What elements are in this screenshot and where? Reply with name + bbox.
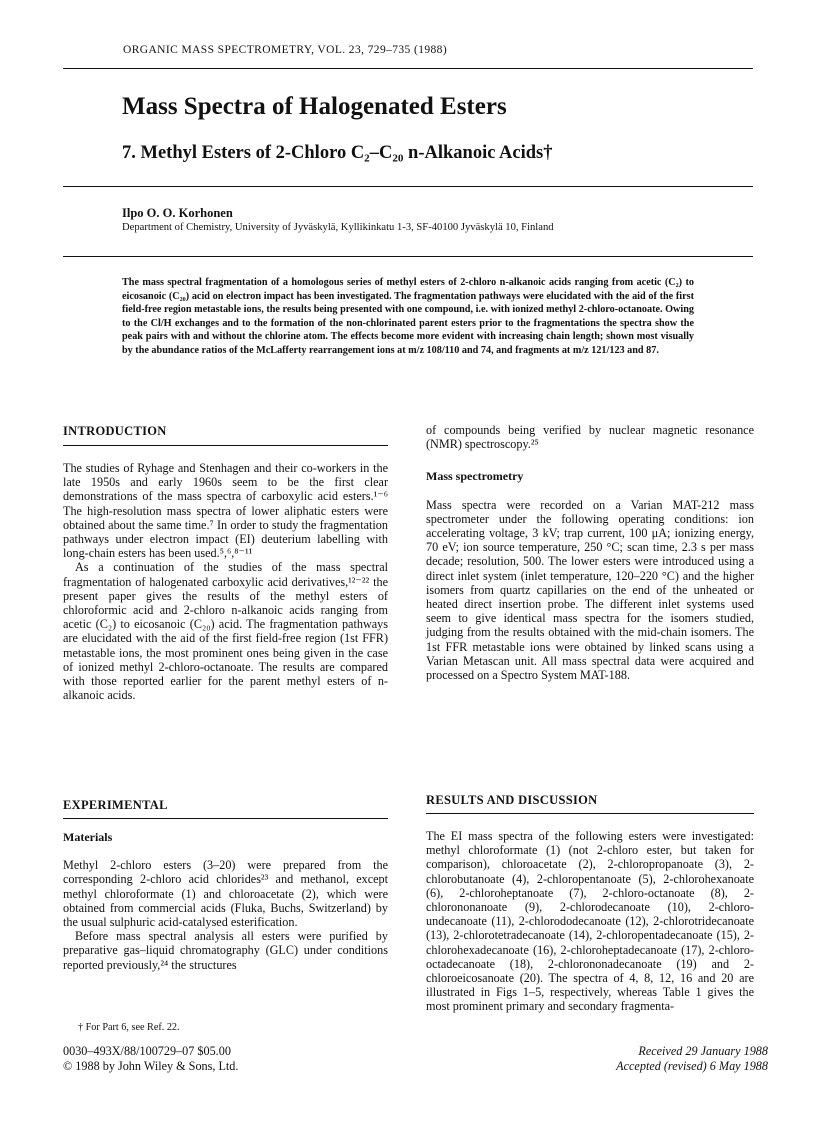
received-date: Received 29 January 1988 bbox=[638, 1044, 768, 1058]
results-heading-block bbox=[426, 793, 754, 807]
article-dates bbox=[560, 1044, 768, 1074]
section-heading-experimental: EXPERIMENTAL bbox=[63, 798, 168, 812]
accepted-date: Accepted (revised) 6 May 1988 bbox=[616, 1059, 768, 1073]
author-affiliation: Department of Chemistry, University of Jyväskylä, Kyllikinkatu 1-3, SF-40100 Jyväskylä 10, Finland bbox=[122, 222, 554, 233]
section-heading-results: RESULTS AND DISCUSSION bbox=[426, 793, 598, 807]
experimental-heading-block bbox=[63, 798, 388, 812]
mass-spectrometry-paragraph: Mass spectra were recorded on a Varian MAT-212 mass spectrometer under the following operating conditions: ion accelerating voltage, 3 kV; trap current, 100 μA; ionizing energy, 70 eV; ion source temperature, 250 °C; scan time, 2.3 s per mass decade; resolution, 500. The lower esters were introduced using a direct inlet system (inlet temperature, 120–220 °C) and the higher isomers from quartz capillaries on the end of the unheated or heated direct insertion probe. The different inlet systems used seem to give identical mass spectra for the isomers studied, judging from the results obtained with the mid-chain isomers. The 1st FFR metastable ions were obtained by linked scans using a Varian Metascan unit. All mass spectral data were acquired and processed on a Spectro System MAT-188. bbox=[426, 497, 754, 683]
continued-paragraph: of compounds being verified by nuclear magnetic resonance (NMR) spectroscopy.²⁵ bbox=[426, 423, 754, 452]
abstract: The mass spectral fragmentation of a homologous series of methyl esters of 2-chloro n-alkanoic acids ranging from acetic (C₂) to eicosanoic (C₂₀) acid on electron impact has been investigated. The fragmentation pathways were elucidated with the aid of the first field-free region metastable ions, the results being presented with one compound, i.e. with ionized methyl 2-chloro-octanoate. Owing to the Cl/H exchanges and to the formation of the non-chlorinated parent esters prior to the fragmentations the spectra show the peak pairs with and without the chlorine atom. The effects become more evident with increasing chain length; shown most visually by the abundance ratios of the McLafferty rearrangement ions at m/z 108/110 and 74, and fragments at m/z 121/123 and 87. bbox=[122, 277, 694, 356]
right-column-top bbox=[426, 423, 754, 682]
article-code: 0030–493X/88/100729–07 $05.00 bbox=[63, 1044, 231, 1058]
abstract-top-rule bbox=[63, 256, 753, 257]
materials-heading: Materials bbox=[63, 830, 113, 844]
introduction-body bbox=[63, 461, 388, 702]
copyright: © 1988 by John Wiley & Sons, Ltd. bbox=[63, 1059, 239, 1073]
experimental-body bbox=[63, 830, 388, 972]
intro-paragraph-2: As a continuation of the studies of the mass spectral fragmentation of halogenated carboxylic acid derivatives,¹²⁻²² the present paper gives the results of the methyl esters of chloroformic acid and 2-chloro n-alkanoic acids ranging from acetic (C₂) to eicosanoic (C₂₀) acid. The fragmentation pathways are elucidated with the aid of the first field-free region (1st FFR) metastable ions, the most prominent ones being given in the case of ionized methyl 2-chloro-octanoate. The results are compared with those reported earlier for the parent methyl esters of n-alkanoic acids. bbox=[63, 560, 388, 703]
section-heading-introduction: INTRODUCTION bbox=[63, 424, 167, 438]
mass-spectrometry-heading: Mass spectrometry bbox=[426, 469, 524, 484]
results-rule bbox=[426, 813, 754, 814]
materials-paragraph-1: Methyl 2-chloro esters (3–20) were prepared from the corresponding 2-chloro acid chlorides²³ and methanol, except methyl chloroformate (1) and chloroacetate (2), which were obtained from commercial acids (Fluka, Buchs, Switzerland) by the usual sulphuric acid-catalysed esterification. bbox=[63, 858, 388, 930]
article-subtitle: 7. Methyl Esters of 2-Chloro C₂–C₂₀ n-Alkanoic Acids† bbox=[122, 143, 553, 163]
journal-header: ORGANIC MASS SPECTROMETRY, VOL. 23, 729–735 (1988) bbox=[123, 44, 448, 56]
results-body bbox=[426, 829, 754, 1014]
header-rule bbox=[63, 68, 753, 69]
article-title: Mass Spectra of Halogenated Esters bbox=[122, 93, 507, 120]
author-name: Ilpo O. O. Korhonen bbox=[122, 206, 233, 220]
introduction-rule bbox=[63, 445, 388, 446]
intro-paragraph-1: The studies of Ryhage and Stenhagen and their co-workers in the late 1950s and early 1960s seem to be the first clear demonstrations of the mass spectra of carboxylic acid esters.¹⁻⁶ The high-resolution mass spectra of lower aliphatic esters were obtained about the same time.⁷ In order to study the fragmentation pathways under electron impact (EI) deuterium labelling with long-chain esters has been used.⁵,⁶,⁸⁻¹¹ bbox=[63, 461, 388, 561]
experimental-rule bbox=[63, 818, 388, 819]
article-identifiers bbox=[63, 1044, 238, 1074]
introduction-heading-block bbox=[63, 424, 388, 438]
title-rule bbox=[63, 186, 753, 187]
footnote: † For Part 6, see Ref. 22. bbox=[78, 1022, 180, 1033]
materials-paragraph-2: Before mass spectral analysis all esters were purified by preparative gas–liquid chromatography (GLC) under conditions reported previously,²⁴ the structures bbox=[63, 929, 388, 972]
results-paragraph: The EI mass spectra of the following esters were investigated: methyl chloroformate (1) (not 2-chloro ester, but taken for comparison), chloroacetate (2), 2-chloropropanoate (3), 2-chlorobutanoate (4), 2-chloropentanoate (5), 2-chlorohexanoate (6), 2-chloroheptanoate (7), 2-chloro-octanoate (8), 2-chlorononanoate (9), 2-chlorodecanoate (10), 2-chloro-undecanoate (11), 2-chlorododecanoate (12), 2-chlorotridecanoate (13), 2-chlorotetradecanoate (14), 2-chloropentadecanoate (15), 2-chlorohexadecanoate (16), 2-chloroheptadecanoate (17), 2-chloro-octadecanoate (18), 2-chlorononadecanoate (19) and 2-chloroeicosanoate (20). The spectra of 4, 8, 12, 16 and 20 are illustrated in Figs 1–5, respectively, whereas Table 1 gives the most prominent primary and secondary fragmenta- bbox=[426, 829, 754, 1014]
